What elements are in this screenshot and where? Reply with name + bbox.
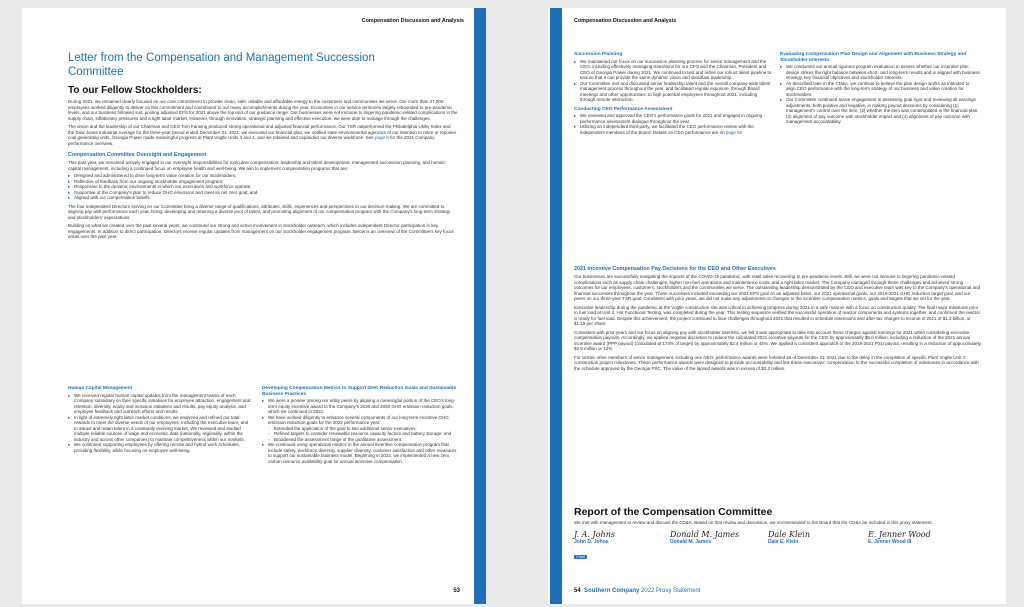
right-section-header: Compensation Discussion and Analysis [574,18,677,24]
signer-name: John D. Johns [574,538,609,545]
list-item: ▸ Aligned with our compensation beliefs. [68,195,458,201]
signature-johns [574,530,670,563]
right-page [548,8,1006,604]
list-item: ▸ We were a pioneer among our utility peers by aligning a meaningful portion of the CEO's long-term equity incentive award to the Company's 2030 and 2050 GHG emission reduction goals, which we continued in 2021. [262,398,458,415]
evaluating-heading: Evaluating Compensation Plan Design and Alignment with Business Strategy and Stockholder Interests [780,52,967,63]
signer-name: E. Jenner Wood III [868,538,912,545]
incentive-paragraph-4: For certain other members of senior management, including one NEO, performance awards were forfeited as of December 31, 2021 due to the delay in the completion of specific Plant Vogtle Unit 3 construction project milestones. These performance awards were designed to provide accountability and link these executives' compensation to the successful completion of milestones in accordance with the schedule approved by the Georgia PSC. The value of the lapsed awards was in excess of $2.2 million. [574,354,979,371]
incentive-heading: 2021 Incentive Compensation Pay Decisions for the CEO and Other Executives [574,266,776,272]
signature-wood [868,530,968,563]
list-item: ◦ Refined targets to consider renewable resource capacity factors and battery storage; and [268,431,458,437]
ghg-column [262,386,458,464]
incentive-paragraph-3: Consistent with prior years and our focus on aligning pay with stockholder interests, we felt it was appropriate to take into account these charges against earnings for 2021 when considering executive compensation payouts. Accordingly, we applied negative discretion to reduce the calculated 2021 incentive payouts for the CEO by approximately $5.0 million, including a reduction of the 2021 annual incentive award (PPP payout) (calculated at 174% of target) by approximately $2.4 million or 46%. We applied a consistent approach to the 2019-2021 PSU payout, resulting in a reduction of approximately $2.6 million or 12%. [574,329,981,351]
list-item: ▸ We conducted our annual rigorous program evaluation to assess whether our incentive plan design strikes the right balance between short- and long-term results and is aligned with business strategy, key financial objectives and stockholder interests. [780,64,980,81]
list-item: ▸ Responsive to the dynamic environments in which our executives and workforce operate; [68,184,458,190]
ghg-heading: Developing Compensation Metrics to Support GHG Reduction Goals and Sustainable Business Practices [262,386,457,397]
left-page [22,8,486,604]
signature-klein [768,530,868,563]
right-page-footer [574,588,700,594]
signature-james [670,530,768,563]
list-item: ▸ We received regular human capital updates from the management teams of each Company subsidiary on their specific initiatives for employee attraction, engagement and retention, diversity, equity and inclusion initiatives and results, pay equity analysis, and employee feedback and outreach efforts and results. [68,393,253,415]
letter-intro [68,85,458,240]
ceo-bullets [574,113,772,135]
succession-heading: Succession Planning [574,52,623,57]
oversight-bullets [68,173,458,201]
list-item: ▸ We reviewed and approved the CEO's performance goals for 2021 and engaged in ongoing performance assessment dialogue throughout the year. [574,113,772,124]
right-page-number: 54 [574,588,581,594]
signature-script: J. A. Johns [574,529,615,539]
footer-title: 2022 Proxy Statement [639,588,701,594]
signature-block [574,530,982,563]
hcm-bullets [68,393,253,454]
signer-name: Dale E. Klein [768,538,799,545]
oversight-paragraph-2: Building on what we created over the past several years, we continued our strong and active involvement in stockholder outreach, which includes independent Director participation in key engagements. In addition to direct participation, Directors receive regular updates from management on our stockholder engagement program. Below is an overview of the Committee's key focus areas over the past year: [68,223,454,239]
signature-script: E. Jenner Wood [868,529,931,539]
list-item: ▸ Our Committee continued active engagement in assessing goal rigor and reviewing all earnings adjustments, both positive and negative, in making payout decisions by considering (1) management's control over the item, (2) whether the item was contemplated in the financial plan, (3) alignment of pay outcome with stockholder impact and (4) alignment of pay outcome with management accountability. [780,97,980,125]
incentive-paragraph-2: Executive leadership during the pandemic at the Vogtle construction site was critical to achieving progress during 2021 in a safe manner with a focus on construction quality. The final major milestone prior to fuel load at Unit 3, Hot Functional Testing, was completed during the year. This testing sequence verified the successful operation of reactor components and systems together, and confirmed the reactor is ready for fuel load. Despite this achievement, the project continued to face challenges throughout 2021 that resulted in schedule extensions and after-tax charges to income in 2021 of $1.3 billion, or $1.19 per share. [574,304,981,326]
list-item: ▸ Reflective of feedback from our ongoing stockholder engagement program; [68,179,458,185]
list-item: ▸ As described later in the CD&A, we continue to believe the plan design works as intended to align CEO performance with the long-term strategy of our business and value creation for stockholders. [780,81,980,98]
ceo-assessment-heading: Conducting CEO Performance Assessment [574,106,673,112]
hcm-column [68,386,253,453]
incentive-section [574,266,982,371]
left-section-header: Compensation Discussion and Analysis [361,18,464,24]
list-item [574,124,772,135]
right-page-color-band [550,8,562,604]
intro-paragraph-1: During 2021, we remained clearly focused on our core commitment to provide clean, safe, reliable and affordable energy to the customers and communities we serve. Our more than 27,000 employees worked diligently to deliver on this commitment and contributed to our many accomplishments during the year. Economies in our service territories largely rebounded to pre-pandemic levels, and our business followed suit, posting adjusted EPS for 2021 above the top end of our guidance range. Our businesses were not immune to lingering pandemic-related complications in the supply chain, inflationary pressures and a tight labor market. However, through innovation, strategic planning and effective execution, we were able to manage through the challenges. [68,99,458,121]
list-item: ◦ Broadened the assessment range of the qualitative assessment. [268,437,458,443]
page-65-link[interactable]: page 65 [725,129,743,135]
list-item: ▸ Our Committee met and discussed senior leadership talent and the overall company-wide talent management process throughout the year, and facilitated regular exposure, through Board meetings and other opportunities, to high potential employees throughout 2021, including through remote interaction. [574,81,772,103]
ghg-bullets [262,398,458,464]
signer-name: Donald M. James [670,538,711,545]
evaluating-column [780,52,980,125]
intro-paragraph-2-end: for the 2021 Company performance overview. [68,135,435,146]
oversight-heading: Compensation Committee Oversight and Engagement [68,152,207,158]
letter-title: Letter from the Compensation and Management Succession Committee [68,52,375,78]
intro-paragraph-2-text: The vision and the leadership of our Chairman and CEO Tom Fanning produced strong operational and adjusted financial performance. Our TSR outperformed the Philadelphia Utility Index and the Dow Jones Industrial Average for the three-year period ended December 31, 2021, we executed our financial plan, we notified state environmental agencies of our intention to retire or repower coal generating units, Georgia Power made meaningful progress at Plant Vogtle Units 3 and 4, and we retained and expanded our diverse workforce. See [68,124,457,140]
oversight-intro: This past year, we remained actively engaged in our oversight responsibilities for executive compensation, leadership and talent development, management succession planning, and human capital management, including a continued focus on employee health and well-being. We aim to implement compensation programs that are: [68,160,445,171]
list-item: ▸ We have worked diligently to enhance several components of our long-term incentive GHG emission reduction goals for the 2022 performance year: [262,415,458,426]
report-section [574,506,982,563]
chair-badge: Chair [576,554,586,559]
report-paragraph: We met with management to review and discuss the CD&A. Based on that review and discussion, we recommended to the Board that the CD&A be included in this proxy statement. [574,520,933,525]
signature-script: Donald M. James [670,529,740,539]
salutation: To our Fellow Stockholders: [68,85,202,96]
signature-script: Dale Klein [768,529,810,539]
hcm-heading: Human Capital Management [68,386,133,391]
intro-paragraph-2 [68,124,458,146]
succession-column [574,52,772,135]
list-item: ▸ Designed and administered to drive long-term value creation for our stockholders; [68,173,458,179]
left-page-color-band [474,8,486,604]
page-8-link[interactable]: page 8 [374,135,389,140]
report-heading: Report of the Compensation Committee [574,506,773,518]
list-item: ▸ In light of extremely tight labor market conditions, we analyzed and refined our total rewards to meet the diverse needs of our employees, including the executive team, and to attract and retain talent in a constantly evolving market. We reviewed and studied multiple reliable sources of wage and economic data (nationally, regionally, within the industry and across other companies) to maintain competitiveness within our markets. [68,415,253,443]
left-page-number: 53 [453,588,460,594]
evaluating-bullets [780,64,980,125]
list-item: ▸ We maintained our focus on our succession planning process for senior management and the CEO, including effectively managing transitions for our CFO and the Chairman, President and CEO of Georgia Power during 2021. We continued to test and refine our robust talent pipeline to ensure that it can provide the same dynamic vision and steadfast leadership. [574,59,772,81]
list-item: ▸ We continued supporting employees by offering remote and hybrid work schedules, providing flexibility, while focusing on employee well-being. [68,442,253,453]
succession-bullets [574,59,772,103]
list-item: ▸ We continued using operational metrics in the annual incentive compensation program that include safety, workforce diversity, supplier diversity, customer satisfaction and other measures to support our sustainable business model. Beginning in 2022, we implemented a new zero carbon resource availability goal for annual incentive compensation. [262,442,458,464]
ceo-bullet-text: Utilizing an independent third-party, we facilitated the CEO performance review with the independent members of the Board. Details on CEO performance are on [580,124,754,135]
incentive-paragraph-1: Our businesses are successfully navigating the impacts of the COVID-19 pandemic, with retail sales recovering to pre-pandemic levels. Still, we were not immune to lingering pandemic-related complications such as supply chain challenges, higher non-fuel operations and maintenance costs, and a tight labor market. The Company managed through these challenges and achieved strong outcomes for our employees, customers, stockholders and the communities we serve. The outstanding leadership demonstrated by the CEO and executive team was key to the Company's operational and financial successes throughout the year. These successes included exceeding our 2021 EPS goal on an adjusted basis, our 2021 operational goals, our 2019-2021 GHG reduction target goal, and our peers on our three-year TSR goal. Consistent with prior years, we did not make any adjustments or changes to the incentive compensation metrics, goals and targets that we set for the year. [574,274,980,301]
list-item: ◦ Extended the application of the goal to two additional senior executives; [268,426,458,432]
footer-brand: Southern Company [584,588,640,594]
list-item: ▸ Supportive of the Company's plan to reduce GHG emissions and meet its net zero goal; and [68,190,458,196]
oversight-paragraph-1: The four independent Directors serving on our Committee bring a diverse range of qualifications, attributes, skills, experiences and perspectives to our decision-making. We are committed to aligning pay with performance each year, hiring, developing and retaining a diverse pool of talent, and promoting alignment of our compensation program with the Company's long-term strategy and stockholders' expectations. [68,203,451,220]
